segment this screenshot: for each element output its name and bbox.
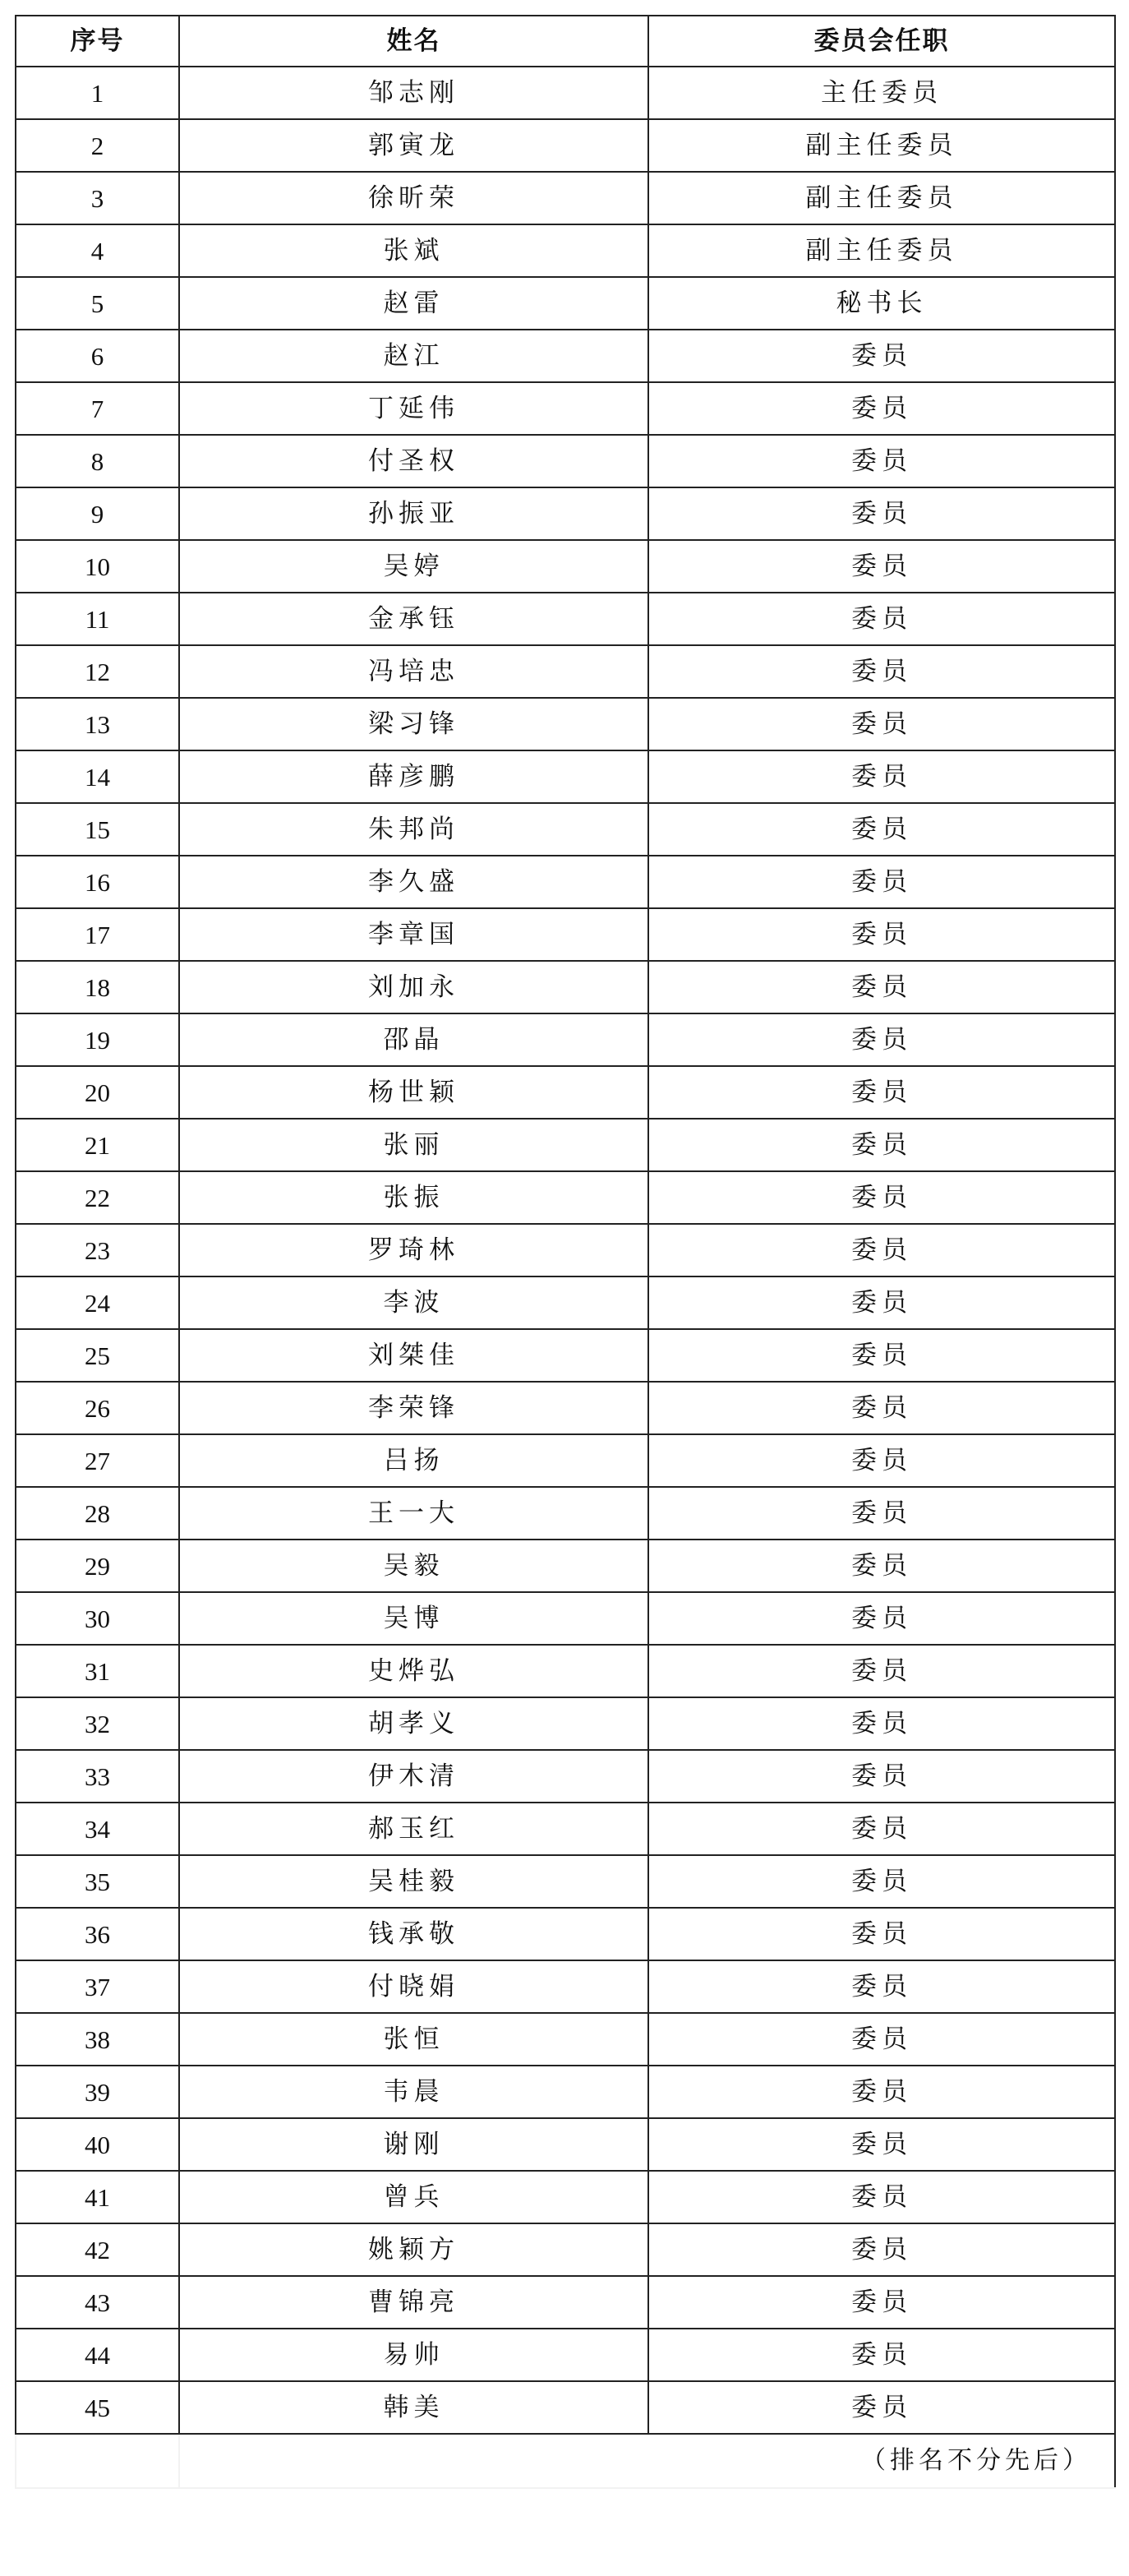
committee-role: 委员: [648, 330, 1115, 382]
table-row: [16, 1276, 1115, 1329]
committee-role: 委员: [648, 382, 1115, 435]
row-number: 33: [16, 1750, 179, 1803]
row-number: 29: [16, 1540, 179, 1592]
footer-row: [16, 2434, 1115, 2488]
member-name: 史烨弘: [179, 1645, 648, 1697]
table-row: [16, 540, 1115, 593]
row-number: 13: [16, 698, 179, 750]
committee-role: 委员: [648, 1119, 1115, 1171]
row-number: 18: [16, 961, 179, 1013]
member-name: 付圣权: [179, 435, 648, 487]
committee-role: 委员: [648, 1592, 1115, 1645]
committee-role: 委员: [648, 435, 1115, 487]
member-name: 薛彦鹏: [179, 750, 648, 803]
member-name: 邵晶: [179, 1013, 648, 1066]
table-body: [16, 67, 1115, 2434]
row-number: 14: [16, 750, 179, 803]
member-name: 张振: [179, 1171, 648, 1224]
member-name: 韩美: [179, 2381, 648, 2434]
committee-role: 委员: [648, 856, 1115, 908]
committee-role: 委员: [648, 803, 1115, 856]
committee-role: 委员: [648, 593, 1115, 645]
table-row: [16, 1171, 1115, 1224]
row-number: 35: [16, 1855, 179, 1908]
table-row: [16, 908, 1115, 961]
committee-role: 委员: [648, 1960, 1115, 2013]
table-row: [16, 2118, 1115, 2171]
member-name: 易帅: [179, 2329, 648, 2381]
member-name: 郭寅龙: [179, 119, 648, 172]
committee-role: 委员: [648, 2171, 1115, 2223]
table-row: [16, 856, 1115, 908]
member-name: 吴桂毅: [179, 1855, 648, 1908]
row-number: 37: [16, 1960, 179, 2013]
table-row: [16, 330, 1115, 382]
member-name: 金承钰: [179, 593, 648, 645]
row-number: 43: [16, 2276, 179, 2329]
row-number: 7: [16, 382, 179, 435]
member-name: 吴毅: [179, 1540, 648, 1592]
table-row: [16, 382, 1115, 435]
row-number: 45: [16, 2381, 179, 2434]
row-number: 4: [16, 224, 179, 277]
member-name: 李章国: [179, 908, 648, 961]
committee-role: 委员: [648, 961, 1115, 1013]
committee-role: 委员: [648, 1276, 1115, 1329]
row-number: 2: [16, 119, 179, 172]
row-number: 15: [16, 803, 179, 856]
table-row: [16, 435, 1115, 487]
row-number: 8: [16, 435, 179, 487]
table-row: [16, 1750, 1115, 1803]
committee-role: 副主任委员: [648, 172, 1115, 224]
table-row: [16, 698, 1115, 750]
table-row: [16, 1487, 1115, 1540]
member-name: 丁延伟: [179, 382, 648, 435]
committee-role: 委员: [648, 1434, 1115, 1487]
committee-role: 委员: [648, 1224, 1115, 1276]
row-number: 3: [16, 172, 179, 224]
header-role: 委员会任职: [648, 16, 1115, 67]
table-row: [16, 2276, 1115, 2329]
committee-table: [15, 15, 1116, 2489]
table-row: [16, 1382, 1115, 1434]
committee-role: 委员: [648, 2066, 1115, 2118]
committee-role: 委员: [648, 908, 1115, 961]
member-name: 李荣锋: [179, 1382, 648, 1434]
row-number: 44: [16, 2329, 179, 2381]
committee-role: 委员: [648, 645, 1115, 698]
committee-role: 副主任委员: [648, 119, 1115, 172]
committee-role: 委员: [648, 1540, 1115, 1592]
row-number: 10: [16, 540, 179, 593]
table-row: [16, 1066, 1115, 1119]
committee-role: 委员: [648, 1013, 1115, 1066]
header-no: 序号: [16, 16, 179, 67]
row-number: 12: [16, 645, 179, 698]
member-name: 刘桀佳: [179, 1329, 648, 1382]
row-number: 28: [16, 1487, 179, 1540]
row-number: 31: [16, 1645, 179, 1697]
table-row: [16, 67, 1115, 119]
committee-role: 委员: [648, 2276, 1115, 2329]
member-name: 冯培忠: [179, 645, 648, 698]
member-name: 赵江: [179, 330, 648, 382]
row-number: 32: [16, 1697, 179, 1750]
row-number: 5: [16, 277, 179, 330]
table-row: [16, 2171, 1115, 2223]
table-row: [16, 2223, 1115, 2276]
member-name: 郝玉红: [179, 1803, 648, 1855]
member-name: 罗琦林: [179, 1224, 648, 1276]
row-number: 19: [16, 1013, 179, 1066]
committee-role: 委员: [648, 1750, 1115, 1803]
row-number: 9: [16, 487, 179, 540]
member-name: 赵雷: [179, 277, 648, 330]
row-number: 34: [16, 1803, 179, 1855]
committee-role: 委员: [648, 1066, 1115, 1119]
member-name: 吕扬: [179, 1434, 648, 1487]
member-name: 吴婷: [179, 540, 648, 593]
row-number: 1: [16, 67, 179, 119]
row-number: 27: [16, 1434, 179, 1487]
committee-role: 委员: [648, 540, 1115, 593]
row-number: 16: [16, 856, 179, 908]
row-number: 41: [16, 2171, 179, 2223]
row-number: 24: [16, 1276, 179, 1329]
committee-role: 主任委员: [648, 67, 1115, 119]
row-number: 21: [16, 1119, 179, 1171]
table-row: [16, 1329, 1115, 1382]
member-name: 谢刚: [179, 2118, 648, 2171]
committee-role: 委员: [648, 2013, 1115, 2066]
member-name: 梁习锋: [179, 698, 648, 750]
row-number: 42: [16, 2223, 179, 2276]
committee-role: 委员: [648, 2223, 1115, 2276]
table-row: [16, 1434, 1115, 1487]
committee-role: 委员: [648, 1171, 1115, 1224]
committee-role: 委员: [648, 1855, 1115, 1908]
header-name: 姓名: [179, 16, 648, 67]
table-row: [16, 961, 1115, 1013]
committee-role: 委员: [648, 2329, 1115, 2381]
member-name: 王一大: [179, 1487, 648, 1540]
member-name: 曹锦亮: [179, 2276, 648, 2329]
table-row: [16, 487, 1115, 540]
member-name: 刘加永: [179, 961, 648, 1013]
committee-role: 委员: [648, 2381, 1115, 2434]
committee-role: 委员: [648, 1329, 1115, 1382]
table-row: [16, 224, 1115, 277]
member-name: 张恒: [179, 2013, 648, 2066]
table-row: [16, 1224, 1115, 1276]
row-number: 17: [16, 908, 179, 961]
member-name: 张斌: [179, 224, 648, 277]
row-number: 6: [16, 330, 179, 382]
row-number: 40: [16, 2118, 179, 2171]
table-row: [16, 2013, 1115, 2066]
row-number: 11: [16, 593, 179, 645]
header-row: [16, 16, 1115, 67]
member-name: 徐昕荣: [179, 172, 648, 224]
table-row: [16, 1592, 1115, 1645]
footer-spacer: [16, 2434, 179, 2488]
committee-role: 委员: [648, 2118, 1115, 2171]
member-name: 杨世颖: [179, 1066, 648, 1119]
member-name: 韦晨: [179, 2066, 648, 2118]
table-row: [16, 1803, 1115, 1855]
table-row: [16, 750, 1115, 803]
member-name: 李久盛: [179, 856, 648, 908]
member-name: 李波: [179, 1276, 648, 1329]
row-number: 39: [16, 2066, 179, 2118]
table-row: [16, 2329, 1115, 2381]
table-row: [16, 1645, 1115, 1697]
row-number: 22: [16, 1171, 179, 1224]
row-number: 38: [16, 2013, 179, 2066]
table-row: [16, 803, 1115, 856]
table-row: [16, 593, 1115, 645]
row-number: 23: [16, 1224, 179, 1276]
committee-role: 委员: [648, 487, 1115, 540]
committee-role: 委员: [648, 1803, 1115, 1855]
table-row: [16, 277, 1115, 330]
row-number: 20: [16, 1066, 179, 1119]
committee-role: 委员: [648, 1487, 1115, 1540]
committee-role: 秘书长: [648, 277, 1115, 330]
member-name: 吴博: [179, 1592, 648, 1645]
committee-role: 副主任委员: [648, 224, 1115, 277]
table-row: [16, 1908, 1115, 1960]
table-row: [16, 1960, 1115, 2013]
table-row: [16, 2066, 1115, 2118]
member-name: 张丽: [179, 1119, 648, 1171]
table-row: [16, 645, 1115, 698]
table-row: [16, 1013, 1115, 1066]
committee-role: 委员: [648, 750, 1115, 803]
committee-role: 委员: [648, 1697, 1115, 1750]
ranking-note: （排名不分先后）: [179, 2434, 1115, 2488]
row-number: 25: [16, 1329, 179, 1382]
row-number: 26: [16, 1382, 179, 1434]
member-name: 姚颖方: [179, 2223, 648, 2276]
table-row: [16, 1119, 1115, 1171]
row-number: 30: [16, 1592, 179, 1645]
table-row: [16, 2381, 1115, 2434]
table-row: [16, 1855, 1115, 1908]
table-row: [16, 119, 1115, 172]
row-number: 36: [16, 1908, 179, 1960]
member-name: 钱承敬: [179, 1908, 648, 1960]
committee-role: 委员: [648, 1382, 1115, 1434]
member-name: 孙振亚: [179, 487, 648, 540]
table-row: [16, 1697, 1115, 1750]
table-row: [16, 172, 1115, 224]
committee-role: 委员: [648, 698, 1115, 750]
member-name: 胡孝义: [179, 1697, 648, 1750]
committee-role: 委员: [648, 1908, 1115, 1960]
member-name: 邹志刚: [179, 67, 648, 119]
member-name: 伊木清: [179, 1750, 648, 1803]
committee-role: 委员: [648, 1645, 1115, 1697]
member-name: 付晓娟: [179, 1960, 648, 2013]
member-name: 朱邦尚: [179, 803, 648, 856]
table-row: [16, 1540, 1115, 1592]
member-name: 曾兵: [179, 2171, 648, 2223]
